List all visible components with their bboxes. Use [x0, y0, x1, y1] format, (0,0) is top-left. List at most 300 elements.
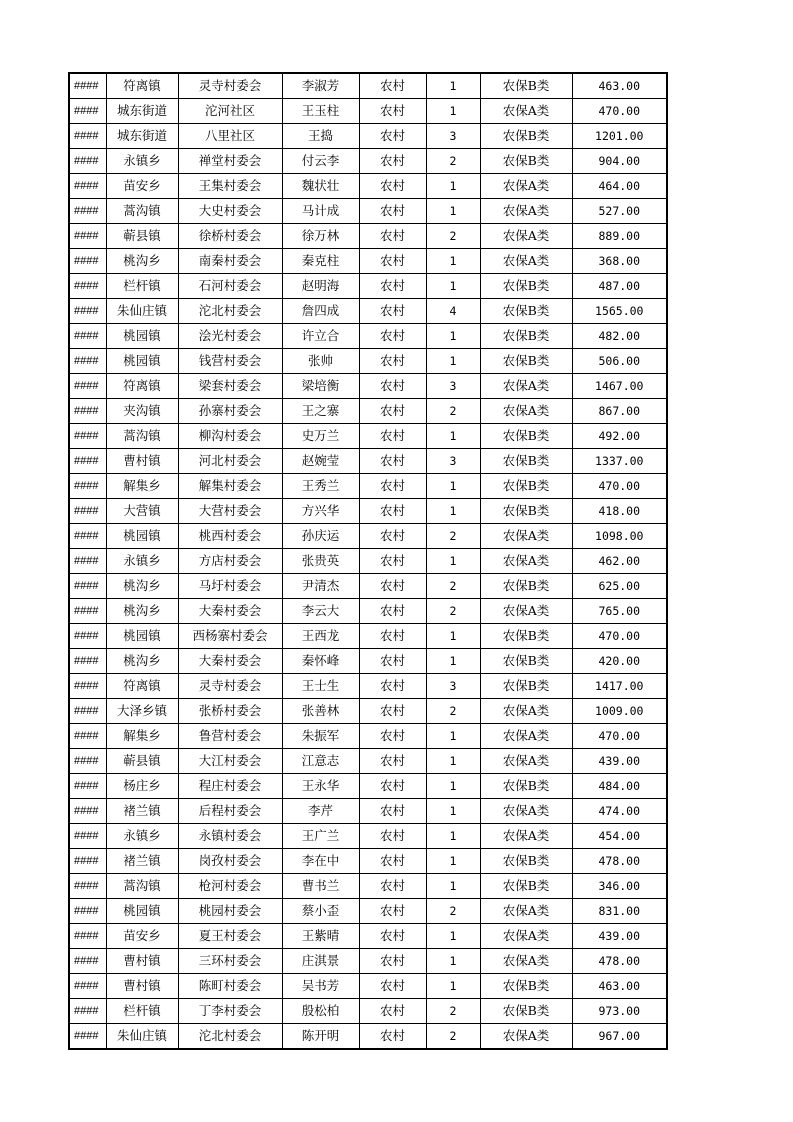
row-id-cell: #### [69, 974, 106, 999]
person-name-cell: 赵婉莹 [282, 449, 359, 474]
area-type-cell: 农村 [359, 874, 426, 899]
amount-cell: 484.00 [572, 774, 667, 799]
household-count-cell: 3 [426, 449, 480, 474]
table-row [69, 124, 667, 149]
village-cell: 丁李村委会 [178, 999, 282, 1024]
village-cell: 沱北村委会 [178, 299, 282, 324]
row-id-cell: #### [69, 924, 106, 949]
area-type-cell: 农村 [359, 799, 426, 824]
person-name-cell: 许立合 [282, 324, 359, 349]
row-id-cell: #### [69, 574, 106, 599]
amount-cell: 470.00 [572, 474, 667, 499]
row-id-cell: #### [69, 324, 106, 349]
amount-cell: 420.00 [572, 649, 667, 674]
row-id-cell: #### [69, 224, 106, 249]
area-type-cell: 农村 [359, 424, 426, 449]
amount-cell: 470.00 [572, 99, 667, 124]
person-name-cell: 张善林 [282, 699, 359, 724]
household-count-cell: 1 [426, 349, 480, 374]
person-name-cell: 秦怀峰 [282, 649, 359, 674]
town-cell: 符离镇 [106, 374, 178, 399]
amount-cell: 506.00 [572, 349, 667, 374]
person-name-cell: 赵明海 [282, 274, 359, 299]
town-cell: 曹村镇 [106, 949, 178, 974]
area-type-cell: 农村 [359, 149, 426, 174]
village-cell: 梁套村委会 [178, 374, 282, 399]
insurance-class-cell: 农保B类 [480, 624, 572, 649]
person-name-cell: 徐万林 [282, 224, 359, 249]
row-id-cell: #### [69, 149, 106, 174]
amount-cell: 492.00 [572, 424, 667, 449]
area-type-cell: 农村 [359, 774, 426, 799]
household-count-cell: 1 [426, 724, 480, 749]
amount-cell: 867.00 [572, 399, 667, 424]
household-count-cell: 2 [426, 399, 480, 424]
table-row [69, 374, 667, 399]
person-name-cell: 梁培衡 [282, 374, 359, 399]
insurance-class-cell: 农保B类 [480, 324, 572, 349]
person-name-cell: 秦克柱 [282, 249, 359, 274]
village-cell: 程庄村委会 [178, 774, 282, 799]
village-cell: 大营村委会 [178, 499, 282, 524]
table-row [69, 574, 667, 599]
area-type-cell: 农村 [359, 824, 426, 849]
village-cell: 方店村委会 [178, 549, 282, 574]
village-cell: 永镇村委会 [178, 824, 282, 849]
person-name-cell: 陈开明 [282, 1024, 359, 1050]
town-cell: 城东街道 [106, 99, 178, 124]
table-row [69, 449, 667, 474]
insurance-class-cell: 农保B类 [480, 774, 572, 799]
household-count-cell: 1 [426, 549, 480, 574]
village-cell: 柳沟村委会 [178, 424, 282, 449]
row-id-cell: #### [69, 249, 106, 274]
village-cell: 鲁营村委会 [178, 724, 282, 749]
table-row [69, 899, 667, 924]
table-row [69, 824, 667, 849]
area-type-cell: 农村 [359, 399, 426, 424]
household-count-cell: 2 [426, 999, 480, 1024]
town-cell: 永镇乡 [106, 549, 178, 574]
amount-cell: 478.00 [572, 849, 667, 874]
person-name-cell: 魏状壮 [282, 174, 359, 199]
town-cell: 大泽乡镇 [106, 699, 178, 724]
area-type-cell: 农村 [359, 299, 426, 324]
household-count-cell: 1 [426, 649, 480, 674]
row-id-cell: #### [69, 799, 106, 824]
household-count-cell: 2 [426, 574, 480, 599]
amount-cell: 368.00 [572, 249, 667, 274]
table-row [69, 499, 667, 524]
village-cell: 岗孜村委会 [178, 849, 282, 874]
table-row [69, 274, 667, 299]
household-count-cell: 1 [426, 799, 480, 824]
table-row [69, 549, 667, 574]
town-cell: 桃园镇 [106, 624, 178, 649]
household-count-cell: 1 [426, 274, 480, 299]
table-row [69, 73, 667, 99]
person-name-cell: 江意志 [282, 749, 359, 774]
town-cell: 栏杆镇 [106, 999, 178, 1024]
insurance-class-cell: 农保A类 [480, 699, 572, 724]
insurance-class-cell: 农保A类 [480, 249, 572, 274]
insurance-class-cell: 农保A类 [480, 599, 572, 624]
area-type-cell: 农村 [359, 974, 426, 999]
person-name-cell: 曹书兰 [282, 874, 359, 899]
row-id-cell: #### [69, 749, 106, 774]
household-count-cell: 2 [426, 224, 480, 249]
household-count-cell: 3 [426, 374, 480, 399]
person-name-cell: 吴书芳 [282, 974, 359, 999]
village-cell: 河北村委会 [178, 449, 282, 474]
town-cell: 解集乡 [106, 724, 178, 749]
insurance-class-cell: 农保B类 [480, 274, 572, 299]
amount-cell: 464.00 [572, 174, 667, 199]
amount-cell: 470.00 [572, 624, 667, 649]
insurance-class-cell: 农保A类 [480, 799, 572, 824]
household-count-cell: 1 [426, 849, 480, 874]
insurance-class-cell: 农保B类 [480, 124, 572, 149]
area-type-cell: 农村 [359, 574, 426, 599]
town-cell: 曹村镇 [106, 449, 178, 474]
insurance-class-cell: 农保B类 [480, 349, 572, 374]
town-cell: 符离镇 [106, 674, 178, 699]
row-id-cell: #### [69, 499, 106, 524]
table-row [69, 799, 667, 824]
village-cell: 夏王村委会 [178, 924, 282, 949]
town-cell: 桃园镇 [106, 324, 178, 349]
person-name-cell: 朱振军 [282, 724, 359, 749]
area-type-cell: 农村 [359, 374, 426, 399]
amount-cell: 973.00 [572, 999, 667, 1024]
town-cell: 蕲县镇 [106, 224, 178, 249]
person-name-cell: 付云李 [282, 149, 359, 174]
town-cell: 苗安乡 [106, 174, 178, 199]
village-cell: 西杨寨村委会 [178, 624, 282, 649]
amount-cell: 482.00 [572, 324, 667, 349]
area-type-cell: 农村 [359, 649, 426, 674]
household-count-cell: 1 [426, 499, 480, 524]
row-id-cell: #### [69, 849, 106, 874]
insurance-class-cell: 农保B类 [480, 299, 572, 324]
person-name-cell: 王西龙 [282, 624, 359, 649]
person-name-cell: 王士生 [282, 674, 359, 699]
row-id-cell: #### [69, 674, 106, 699]
area-type-cell: 农村 [359, 274, 426, 299]
amount-cell: 527.00 [572, 199, 667, 224]
village-cell: 马圩村委会 [178, 574, 282, 599]
insurance-class-cell: 农保B类 [480, 474, 572, 499]
person-name-cell: 王之寨 [282, 399, 359, 424]
person-name-cell: 马计成 [282, 199, 359, 224]
amount-cell: 478.00 [572, 949, 667, 974]
town-cell: 城东街道 [106, 124, 178, 149]
household-count-cell: 2 [426, 599, 480, 624]
row-id-cell: #### [69, 274, 106, 299]
row-id-cell: #### [69, 399, 106, 424]
table-row [69, 424, 667, 449]
village-cell: 大秦村委会 [178, 599, 282, 624]
person-name-cell: 孙庆运 [282, 524, 359, 549]
household-count-cell: 1 [426, 774, 480, 799]
row-id-cell: #### [69, 299, 106, 324]
town-cell: 桃沟乡 [106, 599, 178, 624]
amount-cell: 904.00 [572, 149, 667, 174]
area-type-cell: 农村 [359, 474, 426, 499]
amount-cell: 454.00 [572, 824, 667, 849]
table-row [69, 399, 667, 424]
town-cell: 解集乡 [106, 474, 178, 499]
town-cell: 苗安乡 [106, 924, 178, 949]
area-type-cell: 农村 [359, 899, 426, 924]
person-name-cell: 王永华 [282, 774, 359, 799]
person-name-cell: 张帅 [282, 349, 359, 374]
household-count-cell: 1 [426, 924, 480, 949]
table-row [69, 524, 667, 549]
table-row [69, 624, 667, 649]
row-id-cell: #### [69, 999, 106, 1024]
insurance-class-cell: 农保B类 [480, 73, 572, 99]
household-count-cell: 2 [426, 899, 480, 924]
village-cell: 浍光村委会 [178, 324, 282, 349]
table-row [69, 999, 667, 1024]
insurance-class-cell: 农保A类 [480, 749, 572, 774]
village-cell: 沱河社区 [178, 99, 282, 124]
household-count-cell: 2 [426, 149, 480, 174]
row-id-cell: #### [69, 199, 106, 224]
insurance-class-cell: 农保B类 [480, 849, 572, 874]
town-cell: 大营镇 [106, 499, 178, 524]
town-cell: 永镇乡 [106, 149, 178, 174]
insurance-class-cell: 农保B类 [480, 874, 572, 899]
household-count-cell: 1 [426, 199, 480, 224]
row-id-cell: #### [69, 524, 106, 549]
town-cell: 永镇乡 [106, 824, 178, 849]
town-cell: 蒿沟镇 [106, 874, 178, 899]
area-type-cell: 农村 [359, 724, 426, 749]
town-cell: 桃园镇 [106, 899, 178, 924]
town-cell: 朱仙庄镇 [106, 299, 178, 324]
town-cell: 蕲县镇 [106, 749, 178, 774]
area-type-cell: 农村 [359, 124, 426, 149]
household-count-cell: 1 [426, 249, 480, 274]
insurance-class-cell: 农保B类 [480, 449, 572, 474]
table-row [69, 99, 667, 124]
table-row [69, 949, 667, 974]
amount-cell: 1565.00 [572, 299, 667, 324]
table-row [69, 874, 667, 899]
person-name-cell: 李在中 [282, 849, 359, 874]
amount-cell: 1467.00 [572, 374, 667, 399]
insurance-class-cell: 农保A类 [480, 949, 572, 974]
area-type-cell: 农村 [359, 849, 426, 874]
village-cell: 灵寺村委会 [178, 674, 282, 699]
insurance-class-cell: 农保A类 [480, 399, 572, 424]
insurance-class-cell: 农保A类 [480, 899, 572, 924]
area-type-cell: 农村 [359, 599, 426, 624]
area-type-cell: 农村 [359, 174, 426, 199]
amount-cell: 418.00 [572, 499, 667, 524]
row-id-cell: #### [69, 774, 106, 799]
town-cell: 褚兰镇 [106, 849, 178, 874]
person-name-cell: 李芹 [282, 799, 359, 824]
row-id-cell: #### [69, 124, 106, 149]
table-row [69, 299, 667, 324]
town-cell: 桃园镇 [106, 524, 178, 549]
village-cell: 大秦村委会 [178, 649, 282, 674]
village-cell: 桃园村委会 [178, 899, 282, 924]
person-name-cell: 王玉柱 [282, 99, 359, 124]
amount-cell: 765.00 [572, 599, 667, 624]
insurance-class-cell: 农保B类 [480, 674, 572, 699]
household-count-cell: 2 [426, 1024, 480, 1050]
row-id-cell: #### [69, 949, 106, 974]
area-type-cell: 农村 [359, 749, 426, 774]
household-count-cell: 1 [426, 474, 480, 499]
row-id-cell: #### [69, 374, 106, 399]
village-cell: 大江村委会 [178, 749, 282, 774]
insurance-class-cell: 农保B类 [480, 574, 572, 599]
row-id-cell: #### [69, 449, 106, 474]
person-name-cell: 王广兰 [282, 824, 359, 849]
insurance-class-cell: 农保B类 [480, 424, 572, 449]
household-count-cell: 1 [426, 424, 480, 449]
table-row [69, 724, 667, 749]
insurance-class-cell: 农保A类 [480, 924, 572, 949]
table-row [69, 174, 667, 199]
town-cell: 栏杆镇 [106, 274, 178, 299]
person-name-cell: 王紫晴 [282, 924, 359, 949]
amount-cell: 831.00 [572, 899, 667, 924]
row-id-cell: #### [69, 549, 106, 574]
insurance-class-cell: 农保B类 [480, 999, 572, 1024]
town-cell: 桃沟乡 [106, 574, 178, 599]
person-name-cell: 王捣 [282, 124, 359, 149]
household-count-cell: 1 [426, 749, 480, 774]
insurance-class-cell: 农保A类 [480, 724, 572, 749]
person-name-cell: 李云大 [282, 599, 359, 624]
person-name-cell: 詹四成 [282, 299, 359, 324]
household-count-cell: 1 [426, 824, 480, 849]
town-cell: 桃园镇 [106, 349, 178, 374]
household-count-cell: 1 [426, 624, 480, 649]
household-count-cell: 2 [426, 524, 480, 549]
area-type-cell: 农村 [359, 99, 426, 124]
amount-cell: 463.00 [572, 974, 667, 999]
amount-cell: 346.00 [572, 874, 667, 899]
household-count-cell: 1 [426, 324, 480, 349]
amount-cell: 1201.00 [572, 124, 667, 149]
amount-cell: 1417.00 [572, 674, 667, 699]
amount-cell: 462.00 [572, 549, 667, 574]
amount-cell: 439.00 [572, 924, 667, 949]
row-id-cell: #### [69, 99, 106, 124]
row-id-cell: #### [69, 874, 106, 899]
household-count-cell: 1 [426, 99, 480, 124]
amount-cell: 474.00 [572, 799, 667, 824]
person-name-cell: 李淑芳 [282, 73, 359, 99]
town-cell: 符离镇 [106, 73, 178, 99]
row-id-cell: #### [69, 424, 106, 449]
row-id-cell: #### [69, 349, 106, 374]
area-type-cell: 农村 [359, 624, 426, 649]
village-cell: 石河村委会 [178, 274, 282, 299]
household-count-cell: 4 [426, 299, 480, 324]
household-count-cell: 2 [426, 699, 480, 724]
village-cell: 桃西村委会 [178, 524, 282, 549]
town-cell: 曹村镇 [106, 974, 178, 999]
village-cell: 王集村委会 [178, 174, 282, 199]
village-cell: 南秦村委会 [178, 249, 282, 274]
amount-cell: 625.00 [572, 574, 667, 599]
household-count-cell: 3 [426, 674, 480, 699]
area-type-cell: 农村 [359, 924, 426, 949]
table-row [69, 749, 667, 774]
area-type-cell: 农村 [359, 1024, 426, 1050]
table-row [69, 849, 667, 874]
insurance-class-cell: 农保A类 [480, 549, 572, 574]
table-row [69, 224, 667, 249]
person-name-cell: 张贵英 [282, 549, 359, 574]
insurance-class-cell: 农保A类 [480, 224, 572, 249]
insurance-class-cell: 农保A类 [480, 824, 572, 849]
area-type-cell: 农村 [359, 499, 426, 524]
village-cell: 大史村委会 [178, 199, 282, 224]
insurance-class-cell: 农保B类 [480, 499, 572, 524]
row-id-cell: #### [69, 724, 106, 749]
table-row [69, 474, 667, 499]
insurance-class-cell: 农保A类 [480, 199, 572, 224]
village-cell: 张桥村委会 [178, 699, 282, 724]
town-cell: 桃沟乡 [106, 649, 178, 674]
area-type-cell: 农村 [359, 524, 426, 549]
area-type-cell: 农村 [359, 349, 426, 374]
town-cell: 夹沟镇 [106, 399, 178, 424]
village-cell: 解集村委会 [178, 474, 282, 499]
amount-cell: 470.00 [572, 724, 667, 749]
village-cell: 孙寨村委会 [178, 399, 282, 424]
person-name-cell: 殷松柏 [282, 999, 359, 1024]
table-row [69, 149, 667, 174]
row-id-cell: #### [69, 649, 106, 674]
table-row [69, 774, 667, 799]
village-cell: 徐桥村委会 [178, 224, 282, 249]
table-row [69, 199, 667, 224]
row-id-cell: #### [69, 699, 106, 724]
village-cell: 钱营村委会 [178, 349, 282, 374]
amount-cell: 487.00 [572, 274, 667, 299]
row-id-cell: #### [69, 824, 106, 849]
village-cell: 陈町村委会 [178, 974, 282, 999]
town-cell: 桃沟乡 [106, 249, 178, 274]
area-type-cell: 农村 [359, 674, 426, 699]
row-id-cell: #### [69, 899, 106, 924]
insurance-class-cell: 农保A类 [480, 374, 572, 399]
table-row [69, 649, 667, 674]
row-id-cell: #### [69, 599, 106, 624]
amount-cell: 889.00 [572, 224, 667, 249]
person-name-cell: 庄淇景 [282, 949, 359, 974]
household-count-cell: 1 [426, 174, 480, 199]
data-table [68, 72, 668, 1050]
town-cell: 朱仙庄镇 [106, 1024, 178, 1050]
area-type-cell: 农村 [359, 224, 426, 249]
household-count-cell: 1 [426, 974, 480, 999]
area-type-cell: 农村 [359, 199, 426, 224]
area-type-cell: 农村 [359, 249, 426, 274]
household-count-cell: 1 [426, 73, 480, 99]
row-id-cell: #### [69, 73, 106, 99]
